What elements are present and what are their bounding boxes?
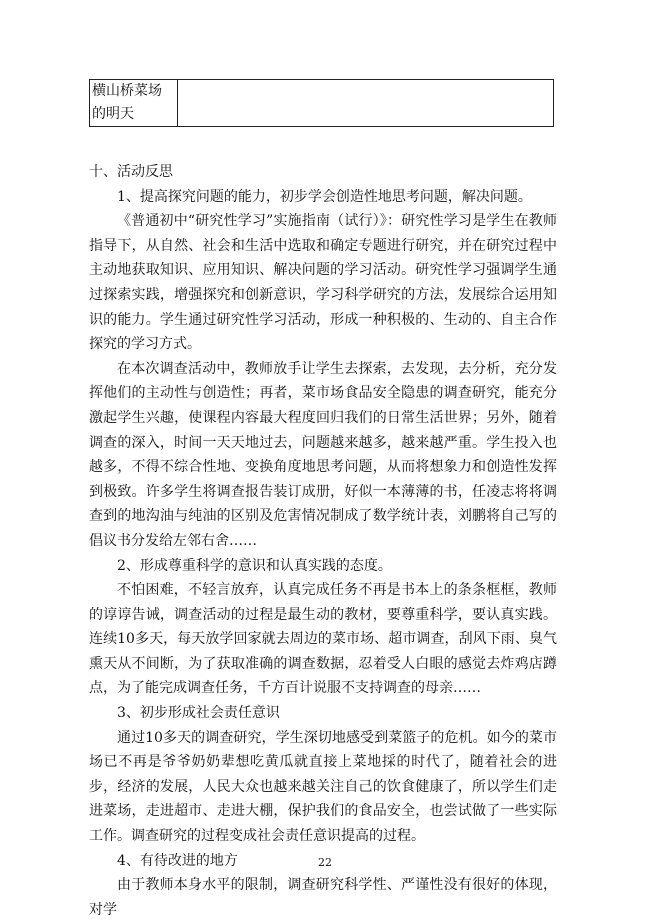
paragraph: 不怕困难，不轻言放弃，认真完成任务不再是书本上的条条框框，教师的谆谆告诫，调查活动的过程是最生动的教材，要尊重科学，要认真实践。连续10多天，每天放学回家就去周边的菜市场、超市调查，刮风下雨、臭气熏天从不间断，为了获取准确的调查数据，忍着受人白眼的感觉去炸鸡店蹲点，为了能完成调查任务，千方百计说服不支持调查的母亲…… [89, 582, 557, 697]
continuation-table [89, 79, 554, 127]
paragraph: 由于教师本身水平的限制，调查研究科学性、严谨性没有很好的体现，对学 [89, 877, 557, 918]
page-number: 22 [318, 856, 332, 869]
table-row-value [178, 80, 553, 126]
table-row-label: 横山桥菜场的明天 [90, 80, 178, 126]
subheading-3: 3、初步形成社会责任意识 [117, 705, 280, 722]
reflection-section [89, 160, 557, 922]
paragraph: 在本次调查活动中，教师放手让学生去探索，去发现，去分析，充分发挥他们的主动性与创造性；再者，菜市场食品安全隐患的调查研究，能充分激起学生兴趣，使课程内容最大程度回归我们的日常生活世界；另外，随着调查的深入，时间一天天地过去，问题越来越多，越来越严重。学生投入也越多，不得不综合性地、变换角度地思考问题，从而将想象力和创造性发挥到极致。许多学生将调查报告装订成册，好似一本薄薄的书，任凌志将将调查到的地沟油与纯油的区别及危害情况制成了数学统计表，刘鹏将自己写的倡议书分发给左邻右舍…… [89, 360, 557, 549]
paragraph: 通过10多天的调查研究，学生深切地感受到菜篮子的危机。如今的菜市场已不再是爷爷奶奶辈想吃黄瓜就直接上菜地採的时代了，随着社会的进步，经济的发展，人民大众也越来越关注自己的饮食健康了，所以学生们走进菜场，走进超市、走进大棚，保护我们的食品安全，也尝试做了一些实际工作。调查研究的过程变成社会责任意识提高的过程。 [89, 729, 557, 845]
subheading-1: 1、提高探究问题的能力，初步学会创造性地思考问题，解决问题。 [117, 188, 532, 205]
section-heading: 十、活动反思 [89, 164, 173, 180]
paragraph: 《普通初中“研究性学习”实施指南（试行）》：研究性学习是学生在教师指导下，从自然、社会和生活中选取和确定专题进行研究，并在研究过程中主动地获取知识、应用知识、解决问题的学习活动。研究性学习强调学生通过探索实践，增强探究和创新意识，学习科学研究的方法，发展综合运用知识的能力。学生通过研究性学习活动，形成一种积极的、生动的、自主合作探究的学习方式。 [89, 213, 557, 353]
subheading-4: 4、有待改进的地方 [117, 852, 238, 869]
subheading-2: 2、形成尊重科学的意识和认真实践的态度。 [117, 557, 392, 574]
